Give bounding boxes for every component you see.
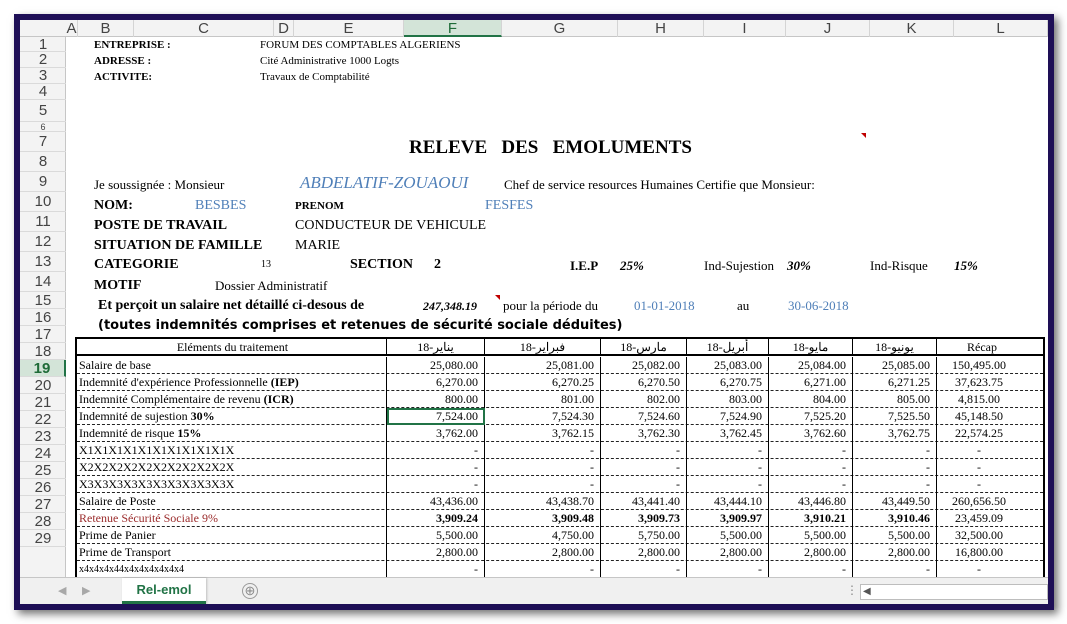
table-cell[interactable]: 16,800.00 <box>955 545 1003 559</box>
table-cell[interactable]: 43,436.00 <box>387 493 485 510</box>
certif-prefix: Je soussignée : Monsieur <box>94 177 225 192</box>
table-header-month[interactable]: مارس-18 <box>601 339 687 356</box>
column-headers <box>20 20 1048 37</box>
row-header-18[interactable]: 18 <box>20 343 66 360</box>
risque-value: 15% <box>954 258 978 273</box>
table-cell[interactable]: 43,444.10 <box>687 493 769 510</box>
row-header-26[interactable]: 26 <box>20 479 66 496</box>
row-header-14[interactable]: 14 <box>20 272 66 292</box>
row-header-28[interactable]: 28 <box>20 513 66 530</box>
table-header-month[interactable]: أبريل-18 <box>687 339 769 356</box>
table-header-label[interactable]: Eléments du traitement <box>77 339 387 356</box>
scroll-tabs-left-icon[interactable]: ◀ <box>58 585 67 597</box>
row-label[interactable]: X2X2X2X2X2X2X2X2X2X2X <box>77 459 387 476</box>
table-cell[interactable]: 43,446.80 <box>769 493 853 510</box>
row-header-27[interactable]: 27 <box>20 496 66 513</box>
table-cell[interactable]: 25,084.00 <box>769 357 853 374</box>
table-cell[interactable]: - <box>687 561 769 577</box>
prenom-label: PRENOM <box>295 200 344 212</box>
table-cell[interactable]: 2,800.00 <box>687 544 769 561</box>
table-row <box>77 476 1043 493</box>
table-row <box>77 425 1043 442</box>
activite-value: Travaux de Comptabilité <box>260 71 370 83</box>
periode-au: au <box>737 298 750 313</box>
table-cell[interactable]: - <box>853 561 937 577</box>
table-cell[interactable]: 800.00 <box>387 391 485 408</box>
comment-indicator-amount <box>495 295 500 300</box>
column-header-g[interactable]: G <box>502 20 618 37</box>
row-label[interactable]: Indemnité Complémentaire de revenu (ICR) <box>77 391 387 408</box>
column-header-d[interactable]: D <box>274 20 294 37</box>
column-header-a[interactable]: A <box>66 20 77 37</box>
add-sheet-icon[interactable]: ⊕ <box>242 583 258 599</box>
table-header-row <box>77 339 1043 356</box>
row-header-5[interactable]: 5 <box>20 100 66 122</box>
table-row <box>77 408 1043 425</box>
sheet-tab-bar <box>20 577 1048 604</box>
table-header-month[interactable]: فبراير-18 <box>485 339 601 356</box>
row-header-4[interactable]: 4 <box>20 84 66 100</box>
categorie-label: CATEGORIE <box>94 257 179 272</box>
column-header-e[interactable]: E <box>294 20 404 37</box>
row-header-6[interactable]: 6 <box>20 122 66 132</box>
row-header-8[interactable]: 8 <box>20 152 66 172</box>
table-row <box>77 459 1043 476</box>
row-header-20[interactable]: 20 <box>20 377 66 394</box>
table-cell[interactable]: - <box>977 477 981 491</box>
sujestion-value: 30% <box>787 258 811 273</box>
section-label: SECTION <box>350 257 414 272</box>
row-label[interactable]: Prime de Transport <box>77 544 387 561</box>
table-cell[interactable]: 4,750.00 <box>485 527 601 544</box>
scroll-tabs-right-icon[interactable]: ▶ <box>82 585 91 597</box>
table-cell[interactable]: 43,438.70 <box>485 493 601 510</box>
table-cell[interactable]: - <box>853 476 937 493</box>
row-header-23[interactable]: 23 <box>20 428 66 445</box>
table-cell[interactable]: 3,762.45 <box>687 425 769 442</box>
table-cell[interactable]: - <box>485 476 601 493</box>
row-header-2[interactable]: 2 <box>20 52 66 68</box>
table-cell[interactable]: 2,800.00 <box>387 544 485 561</box>
row-label[interactable]: Prime de Panier <box>77 527 387 544</box>
motif-value: Dossier Administratif <box>215 278 328 293</box>
categorie-value: 13 <box>261 259 271 270</box>
table-cell[interactable]: - <box>977 460 981 474</box>
table-cell[interactable]: 25,081.00 <box>485 357 601 374</box>
table-cell[interactable]: 25,082.00 <box>601 357 687 374</box>
row-header-29[interactable]: 29 <box>20 530 66 547</box>
horizontal-scrollbar[interactable] <box>860 584 1048 600</box>
column-header-f[interactable]: F <box>404 20 502 37</box>
row-label[interactable]: Indemnité d'expérience Professionnelle (IEP) <box>77 374 387 391</box>
row-header-7[interactable]: 7 <box>20 132 66 152</box>
table-cell[interactable]: 6,270.75 <box>687 374 769 391</box>
table-row <box>77 357 1043 374</box>
table-cell[interactable]: 37,623.75 <box>955 375 1003 389</box>
poste-label: POSTE DE TRAVAIL <box>94 218 228 233</box>
table-cell[interactable]: 3,909.73 <box>601 510 687 527</box>
row-header-19[interactable]: 19 <box>20 360 66 377</box>
table-cell[interactable]: 6,270.00 <box>387 374 485 391</box>
table-row <box>77 391 1043 408</box>
salary-amount: 247,348.19 <box>423 299 477 313</box>
table-cell[interactable]: - <box>387 459 485 476</box>
table-cell[interactable]: - <box>977 562 981 576</box>
table-cell[interactable]: 43,441.40 <box>601 493 687 510</box>
section-value: 2 <box>434 257 441 272</box>
table-cell[interactable]: 3,762.15 <box>485 425 601 442</box>
table-cell[interactable]: 260,656.50 <box>952 494 1006 508</box>
table-cell[interactable]: 23,459.09 <box>955 511 1003 525</box>
table-cell[interactable]: 2,800.00 <box>853 544 937 561</box>
poste-value: CONDUCTEUR DE VEHICULE <box>295 218 487 233</box>
iep-label: I.E.P <box>570 258 599 273</box>
periode-label: pour la période du <box>503 298 598 313</box>
table-cell[interactable]: - <box>387 476 485 493</box>
table-cell[interactable]: 43,449.50 <box>853 493 937 510</box>
row-label[interactable]: x4x4x4x44x4x4x4x4x4x4 <box>77 561 387 577</box>
table-cell[interactable]: 804.00 <box>769 391 853 408</box>
emoluments-table <box>75 337 1045 577</box>
table-cell[interactable]: 7,525.50 <box>853 408 937 425</box>
table-cell[interactable]: 6,270.25 <box>485 374 601 391</box>
row-label[interactable]: Salaire de Poste <box>77 493 387 510</box>
table-cell[interactable]: 7,524.30 <box>485 408 601 425</box>
table-cell[interactable]: - <box>853 442 937 459</box>
comment-indicator <box>861 133 866 138</box>
table-cell[interactable]: 3,762.30 <box>601 425 687 442</box>
column-header-c[interactable]: C <box>134 20 274 37</box>
table-cell[interactable]: 150,495.00 <box>952 358 1006 372</box>
table-header-month[interactable]: يناير-18 <box>387 339 485 356</box>
column-header-h[interactable]: H <box>618 20 704 37</box>
table-cell[interactable]: 803.00 <box>687 391 769 408</box>
column-header-i[interactable]: I <box>704 20 786 37</box>
table-cell[interactable]: 7,525.20 <box>769 408 853 425</box>
row-label[interactable]: Indemnité de sujestion 30% <box>77 408 387 425</box>
table-cell[interactable]: 802.00 <box>601 391 687 408</box>
table-row <box>77 561 1043 577</box>
table-cell[interactable]: - <box>853 459 937 476</box>
table-cell[interactable]: 5,500.00 <box>687 527 769 544</box>
table-cell[interactable]: 7,524.60 <box>601 408 687 425</box>
certif-name: ABDELATIF-ZOUAOUI <box>300 173 469 192</box>
table-cell[interactable]: - <box>687 476 769 493</box>
row-label[interactable]: X3X3X3X3X3X3X3X3X3X3X <box>77 476 387 493</box>
row-label[interactable]: Salaire de base <box>77 357 387 374</box>
table-cell[interactable]: - <box>387 561 485 577</box>
row-headers <box>20 37 66 577</box>
column-header-l[interactable]: L <box>954 20 1048 37</box>
table-cell[interactable]: 805.00 <box>853 391 937 408</box>
table-cell[interactable]: 5,500.00 <box>853 527 937 544</box>
prenom-value: FESFES <box>485 198 534 213</box>
row-header-25[interactable]: 25 <box>20 462 66 479</box>
row-label[interactable]: Retenue Sécurité Sociale 9% <box>77 510 387 527</box>
table-cell[interactable]: 3,909.48 <box>485 510 601 527</box>
situation-label: SITUATION DE FAMILLE <box>94 238 263 253</box>
row-header-10[interactable]: 10 <box>20 192 66 212</box>
table-cell[interactable]: - <box>769 476 853 493</box>
table-cell[interactable]: - <box>485 561 601 577</box>
sujestion-label: Ind-Sujestion <box>704 258 775 273</box>
salary-note: (toutes indemnités comprises et retenues de sécurité sociale déduites) <box>98 318 623 333</box>
table-cell[interactable]: - <box>769 459 853 476</box>
table-cell[interactable]: 45,148.50 <box>955 409 1003 423</box>
table-cell[interactable]: - <box>687 459 769 476</box>
row-header-16[interactable]: 16 <box>20 309 66 326</box>
table-cell[interactable]: 32,500.00 <box>955 528 1003 542</box>
row-header-22[interactable]: 22 <box>20 411 66 428</box>
table-row <box>77 442 1043 459</box>
table-header-month[interactable]: Récap <box>967 340 997 354</box>
table-cell[interactable]: 5,750.00 <box>601 527 687 544</box>
certif-suffix: Chef de service resources Humaines Certifie que Monsieur: <box>504 177 815 192</box>
table-header-month[interactable]: مايو-18 <box>769 339 853 356</box>
row-header-24[interactable]: 24 <box>20 445 66 462</box>
row-label[interactable]: Indemnité de risque 15% <box>77 425 387 442</box>
table-cell[interactable]: 3,762.00 <box>387 425 485 442</box>
table-cell[interactable]: 5,500.00 <box>387 527 485 544</box>
table-header-month[interactable]: يونيو-18 <box>853 339 937 356</box>
row-header-1[interactable]: 1 <box>20 37 66 52</box>
row-header-11[interactable]: 11 <box>20 212 66 232</box>
table-cell[interactable]: 7,524.00 <box>387 408 485 425</box>
table-cell[interactable]: 2,800.00 <box>769 544 853 561</box>
column-header-j[interactable]: J <box>786 20 870 37</box>
row-header-21[interactable]: 21 <box>20 394 66 411</box>
table-cell[interactable]: - <box>769 442 853 459</box>
table-cell[interactable]: - <box>601 459 687 476</box>
table-cell[interactable]: 25,080.00 <box>387 357 485 374</box>
motif-label: MOTIF <box>94 278 142 293</box>
table-cell[interactable]: - <box>769 561 853 577</box>
table-cell[interactable]: 4,815.00 <box>958 392 1000 406</box>
risque-label: Ind-Risque <box>870 258 928 273</box>
table-cell[interactable]: 6,271.25 <box>853 374 937 391</box>
row-header-9[interactable]: 9 <box>20 172 66 192</box>
table-cell[interactable]: 7,524.90 <box>687 408 769 425</box>
table-row <box>77 527 1043 544</box>
iep-value: 25% <box>620 258 644 273</box>
nom-label: NOM: <box>94 198 133 213</box>
table-cell[interactable]: 2,800.00 <box>485 544 601 561</box>
periode-from: 01-01-2018 <box>634 298 695 313</box>
entreprise-value: FORUM DES COMPTABLES ALGERIENS <box>260 39 461 51</box>
table-cell[interactable]: - <box>601 442 687 459</box>
situation-value: MARIE <box>295 238 341 253</box>
salary-text: Et perçoit un salaire net détaillé ci-desous de <box>98 298 365 313</box>
table-cell[interactable]: 2,800.00 <box>601 544 687 561</box>
column-header-k[interactable]: K <box>870 20 954 37</box>
adresse-value: Cité Administrative 1000 Logts <box>260 55 400 67</box>
table-cell[interactable]: 6,271.00 <box>769 374 853 391</box>
table-cell[interactable]: - <box>485 442 601 459</box>
table-cell[interactable]: - <box>601 561 687 577</box>
sheet-tab-rel-emol[interactable]: Rel-emol <box>122 578 206 604</box>
table-row <box>77 544 1043 561</box>
table-cell[interactable]: - <box>387 442 485 459</box>
scroll-left-icon[interactable]: ◀ <box>863 586 871 597</box>
table-cell[interactable]: 801.00 <box>485 391 601 408</box>
table-row <box>77 493 1043 510</box>
adresse-label: ADRESSE : <box>94 55 152 67</box>
row-header-17[interactable]: 17 <box>20 326 66 343</box>
entreprise-label: ENTREPRISE : <box>94 39 171 51</box>
page-title: RELEVE DES EMOLUMENTS <box>409 137 692 158</box>
table-cell[interactable]: 3,762.75 <box>853 425 937 442</box>
nom-value: BESBES <box>195 198 247 213</box>
table-row <box>77 510 1043 527</box>
periode-to: 30-06-2018 <box>788 298 849 313</box>
table-cell[interactable]: - <box>485 459 601 476</box>
activite-label: ACTIVITE: <box>94 71 153 83</box>
table-row <box>77 374 1043 391</box>
column-header-b[interactable]: B <box>78 20 134 37</box>
table-cell[interactable]: 25,085.00 <box>853 357 937 374</box>
row-label[interactable]: X1X1X1X1X1X1X1X1X1X1X <box>77 442 387 459</box>
table-cell[interactable]: 22,574.25 <box>955 426 1003 440</box>
table-cell[interactable]: 3,909.24 <box>387 510 485 527</box>
table-cell[interactable]: 3,910.21 <box>769 510 853 527</box>
table-cell[interactable]: 3,909.97 <box>687 510 769 527</box>
sheet-content <box>66 37 1048 577</box>
tab-split-handle-icon[interactable]: ⋮ <box>846 583 858 597</box>
table-cell[interactable]: 3,910.46 <box>853 510 937 527</box>
table-cell[interactable]: 6,270.50 <box>601 374 687 391</box>
window-frame <box>14 14 1054 610</box>
table-cell[interactable]: 5,500.00 <box>769 527 853 544</box>
spreadsheet <box>20 20 1048 604</box>
row-header-15[interactable]: 15 <box>20 292 66 309</box>
row-header-3[interactable]: 3 <box>20 68 66 84</box>
table-cell[interactable]: 25,083.00 <box>687 357 769 374</box>
table-cell[interactable]: 3,762.60 <box>769 425 853 442</box>
table-cell[interactable]: - <box>977 443 981 457</box>
row-header-13[interactable]: 13 <box>20 252 66 272</box>
table-cell[interactable]: - <box>687 442 769 459</box>
row-header-12[interactable]: 12 <box>20 232 66 252</box>
table-cell[interactable]: - <box>601 476 687 493</box>
